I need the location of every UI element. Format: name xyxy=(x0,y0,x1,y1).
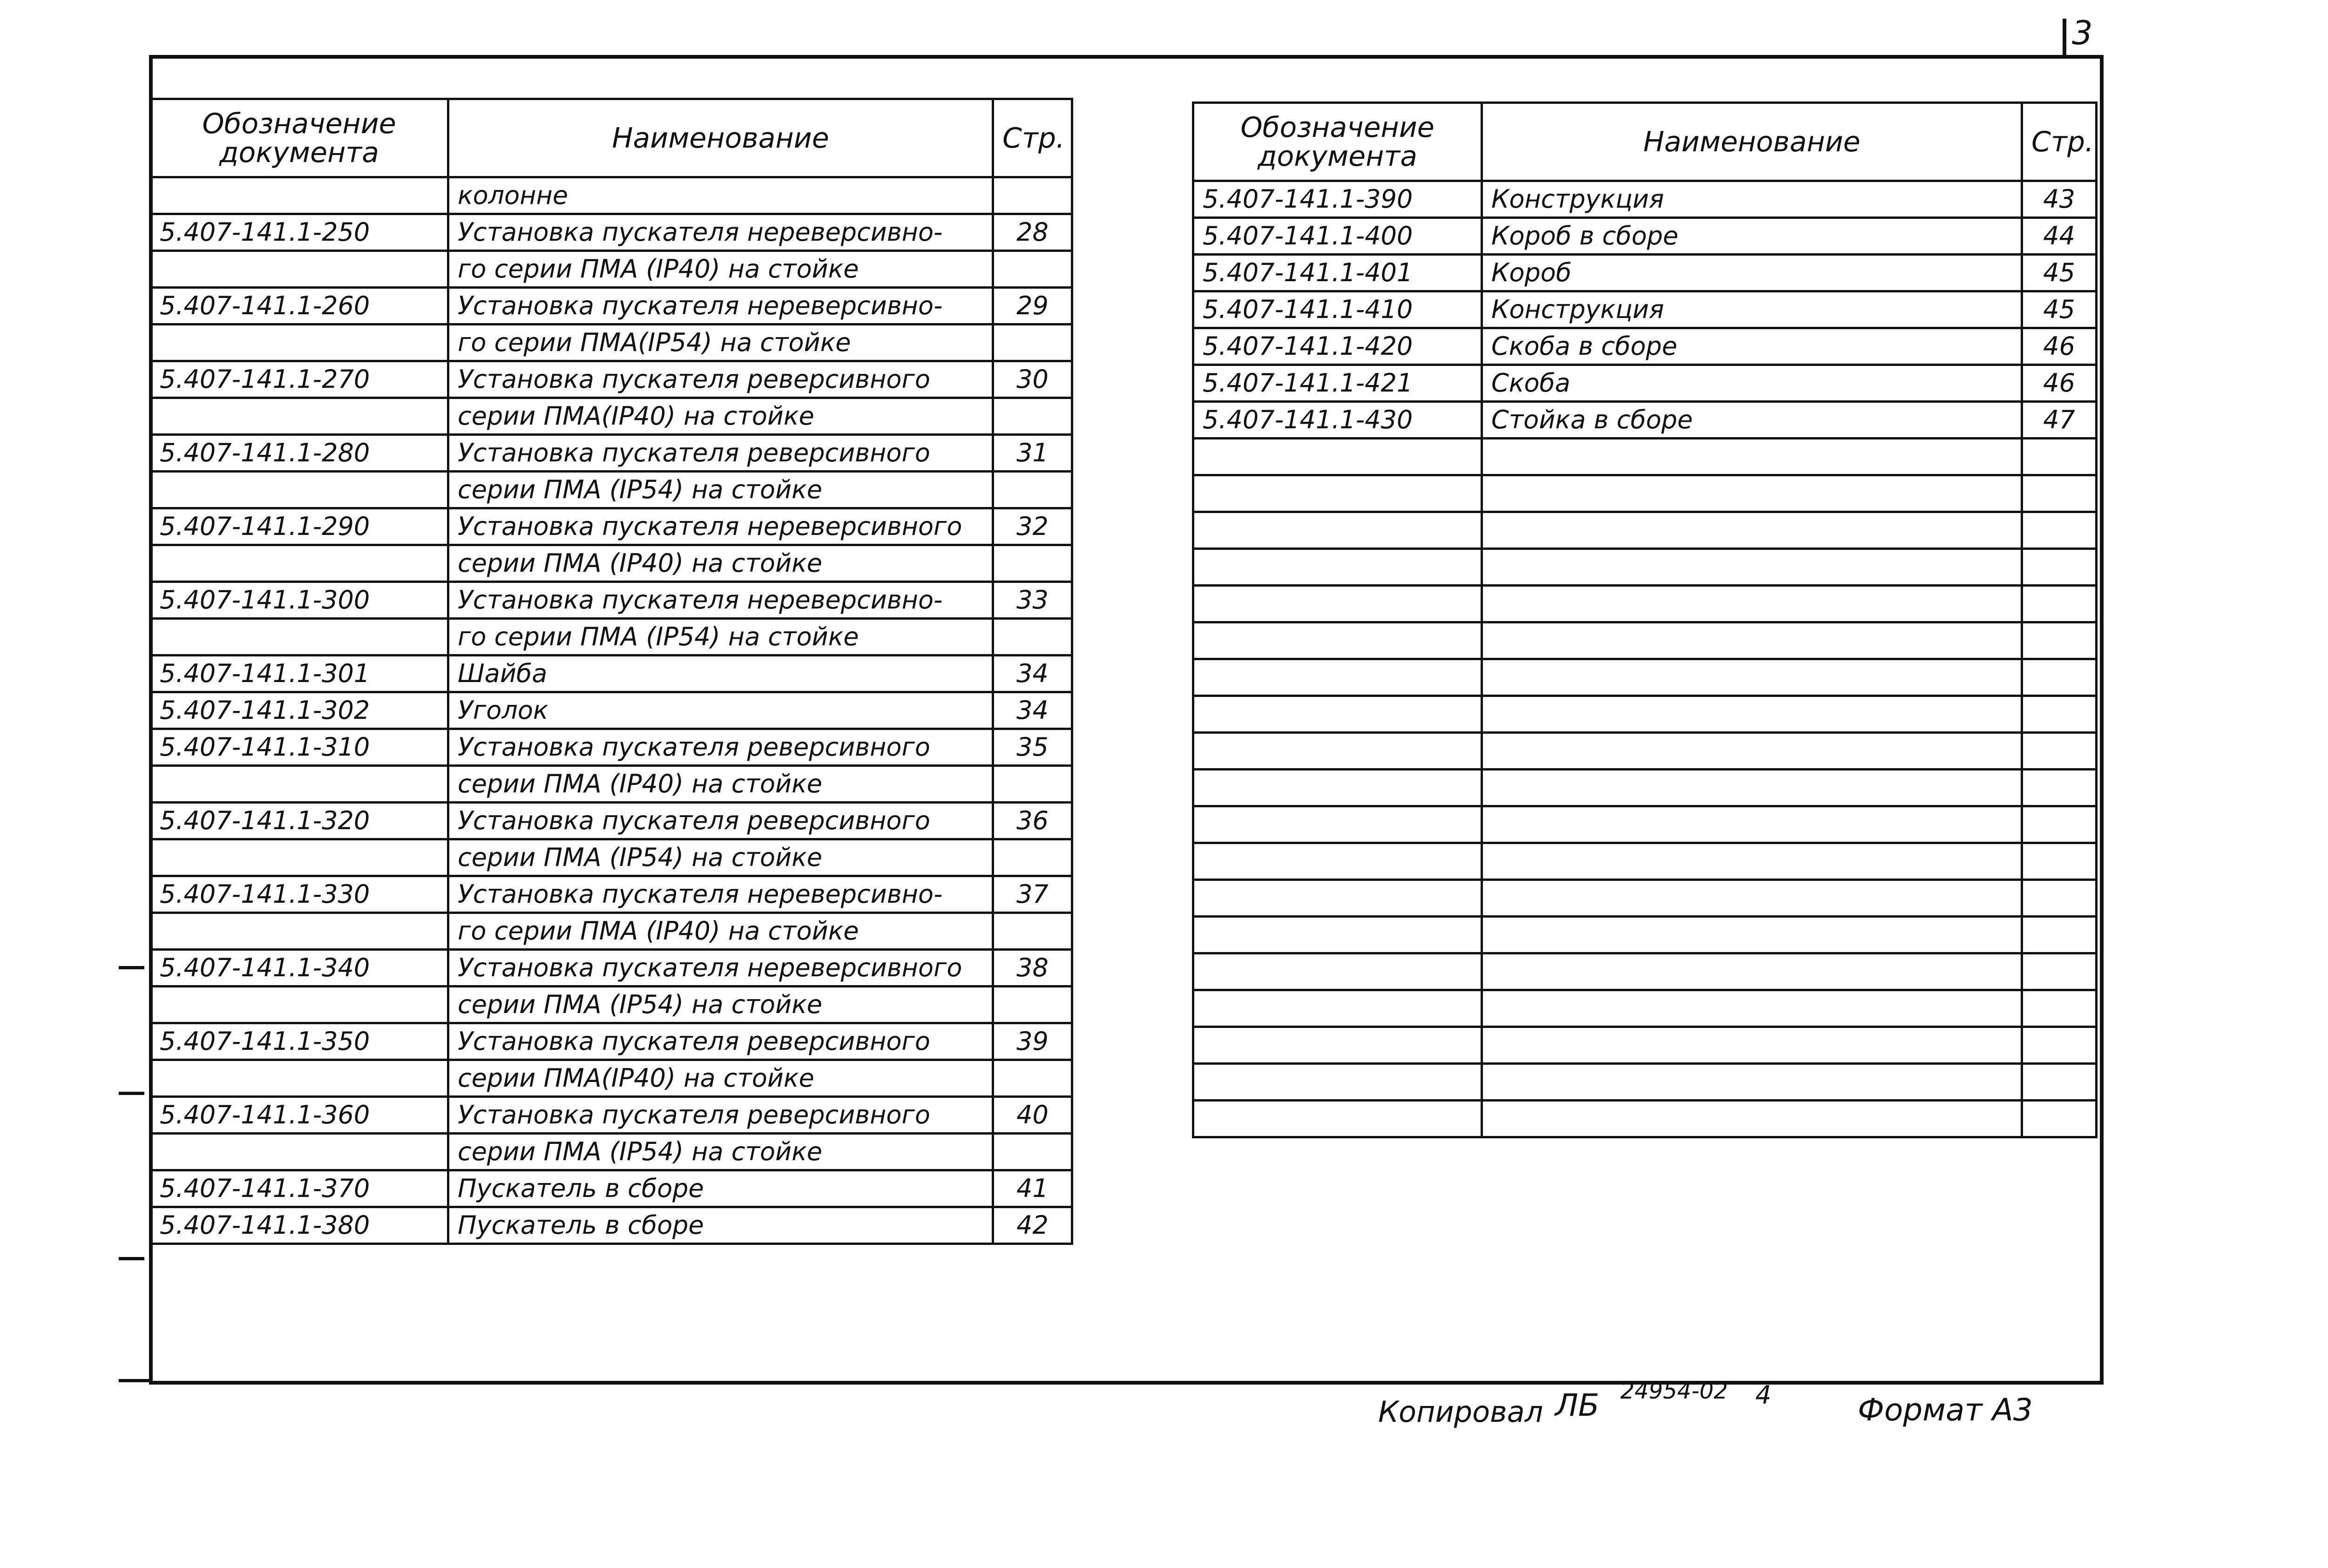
document-code-cell: 5.407-141.1-250 xyxy=(150,214,448,251)
page-cell: 28 xyxy=(993,214,1072,251)
table-row xyxy=(1193,622,2097,659)
table-row xyxy=(1193,806,2097,843)
document-code-cell: 5.407-141.1-302 xyxy=(150,692,448,729)
document-name-cell: Уголок xyxy=(448,692,993,729)
table-row xyxy=(150,214,1072,251)
page-number-tick xyxy=(2063,19,2066,56)
document-code-cell xyxy=(1193,622,1482,659)
document-code-cell xyxy=(1193,1101,1482,1137)
table-row xyxy=(1193,255,2097,291)
document-code-cell xyxy=(150,619,448,656)
table-row xyxy=(150,472,1072,508)
document-name-cell: го серии ПМА (IP40) на стойке xyxy=(448,913,993,950)
page-cell: 40 xyxy=(993,1097,1072,1134)
right-contents-table xyxy=(1192,101,2098,1138)
table-row xyxy=(150,803,1072,839)
document-name-cell: серии ПМА (IP40) на стойке xyxy=(448,766,993,803)
table-row xyxy=(150,398,1072,435)
document-code-cell xyxy=(150,1134,448,1170)
table-row xyxy=(150,508,1072,545)
page-cell xyxy=(2022,1027,2097,1064)
document-name-cell xyxy=(1482,512,2022,549)
document-code-cell xyxy=(150,324,448,361)
page-cell xyxy=(993,987,1072,1023)
document-code-cell: 5.407-141.1-370 xyxy=(150,1170,448,1207)
document-name-cell xyxy=(1482,806,2022,843)
table-row xyxy=(1193,1027,2097,1064)
table-row xyxy=(1193,843,2097,880)
margin-tick xyxy=(119,1092,144,1095)
document-code-cell: 5.407-141.1-300 xyxy=(150,582,448,619)
page-cell xyxy=(993,177,1072,214)
document-code-cell xyxy=(150,251,448,288)
document-code-cell: 5.407-141.1-401 xyxy=(1193,255,1482,291)
document-name-cell: Установка пускателя нереверсивно- xyxy=(448,214,993,251)
table-row xyxy=(150,1023,1072,1060)
document-code-cell: 5.407-141.1-430 xyxy=(1193,402,1482,439)
document-name-cell: Установка пускателя нереверсивно- xyxy=(448,876,993,913)
page-cell xyxy=(993,545,1072,582)
document-code-cell: 5.407-141.1-380 xyxy=(150,1207,448,1244)
right-table-body xyxy=(1193,181,2097,1137)
document-name-cell: Установка пускателя нереверсивно- xyxy=(448,288,993,324)
document-code-cell xyxy=(1193,439,1482,475)
document-code-cell: 5.407-141.1-270 xyxy=(150,361,448,398)
document-name-cell: го серии ПМА(IP54) на стойке xyxy=(448,324,993,361)
page-cell: 41 xyxy=(993,1170,1072,1207)
document-name-cell: серии ПМА(IP40) на стойке xyxy=(448,1060,993,1097)
table-row xyxy=(150,324,1072,361)
page-cell xyxy=(993,324,1072,361)
document-code-cell xyxy=(150,472,448,508)
page-cell xyxy=(2022,806,2097,843)
document-code-cell: 5.407-141.1-290 xyxy=(150,508,448,545)
page-cell xyxy=(2022,733,2097,770)
table-row xyxy=(150,876,1072,913)
document-name-cell: го серии ПМА (IP54) на стойке xyxy=(448,619,993,656)
document-name-cell: Шайба xyxy=(448,656,993,692)
designation-header xyxy=(1193,103,1482,181)
copier-signature: ЛБ xyxy=(1555,1387,1599,1423)
document-code-cell: 5.407-141.1-330 xyxy=(150,876,448,913)
document-code-cell xyxy=(150,398,448,435)
document-name-cell: Установка пускателя нереверсивного xyxy=(448,508,993,545)
table-row xyxy=(1193,439,2097,475)
document-name-cell xyxy=(1482,1064,2022,1101)
page-cell: 43 xyxy=(2022,181,2097,218)
document-code-cell xyxy=(1193,475,1482,512)
table-row xyxy=(150,692,1072,729)
document-code-cell xyxy=(150,766,448,803)
document-name-cell: Пускатель в сборе xyxy=(448,1170,993,1207)
document-name-cell: Установка пускателя реверсивного xyxy=(448,803,993,839)
document-code-cell xyxy=(1193,1064,1482,1101)
page-cell xyxy=(2022,622,2097,659)
document-name-cell xyxy=(1482,953,2022,990)
table-row xyxy=(150,288,1072,324)
page-header: Стр. xyxy=(993,99,1072,177)
document-code-cell xyxy=(1193,917,1482,953)
page-cell xyxy=(2022,659,2097,696)
table-row xyxy=(150,839,1072,876)
table-row xyxy=(1193,549,2097,586)
table-row xyxy=(150,361,1072,398)
document-code-cell xyxy=(1193,586,1482,622)
document-name-cell xyxy=(1482,990,2022,1027)
left-table-body xyxy=(150,177,1072,1244)
table-row xyxy=(150,1207,1072,1244)
table-row xyxy=(1193,328,2097,365)
document-code-cell: 5.407-141.1-390 xyxy=(1193,181,1482,218)
table-row xyxy=(150,1097,1072,1134)
document-name-cell: Установка пускателя реверсивного xyxy=(448,435,993,472)
document-name-cell: Установка пускателя реверсивного xyxy=(448,1023,993,1060)
table-row xyxy=(150,1134,1072,1170)
page-cell: 47 xyxy=(2022,402,2097,439)
page-cell xyxy=(2022,439,2097,475)
left-contents-table xyxy=(149,98,1073,1245)
page-cell xyxy=(2022,586,2097,622)
document-code-cell: 5.407-141.1-350 xyxy=(150,1023,448,1060)
page-cell: 30 xyxy=(993,361,1072,398)
page-cell: 45 xyxy=(2022,291,2097,328)
document-code-cell xyxy=(1193,953,1482,990)
table-row xyxy=(150,251,1072,288)
table-row xyxy=(1193,733,2097,770)
margin-tick xyxy=(119,1257,144,1260)
document-name-cell xyxy=(1482,659,2022,696)
page-cell xyxy=(993,766,1072,803)
table-header-row xyxy=(150,99,1072,177)
copied-label: Копировал xyxy=(1378,1395,1543,1429)
document-name-cell xyxy=(1482,1101,2022,1137)
document-code-cell xyxy=(1193,880,1482,917)
table-row xyxy=(1193,1064,2097,1101)
document-name-cell: серии ПМА(IP40) на стойке xyxy=(448,398,993,435)
page-cell xyxy=(2022,990,2097,1027)
document-code-cell: 5.407-141.1-420 xyxy=(1193,328,1482,365)
page-cell xyxy=(993,839,1072,876)
document-name-cell: Короб xyxy=(1482,255,2022,291)
document-code-cell xyxy=(150,545,448,582)
page-cell xyxy=(993,1134,1072,1170)
designation-header-line1: Обозначение xyxy=(1240,111,1435,144)
document-code-cell: 5.407-141.1-421 xyxy=(1193,365,1482,402)
document-name-cell xyxy=(1482,549,2022,586)
page-cell xyxy=(2022,512,2097,549)
page-cell xyxy=(2022,953,2097,990)
table-row xyxy=(150,545,1072,582)
page-cell: 45 xyxy=(2022,255,2097,291)
document-code-cell xyxy=(150,1060,448,1097)
document-name-cell xyxy=(1482,439,2022,475)
table-row xyxy=(1193,365,2097,402)
document-code-cell xyxy=(1193,549,1482,586)
table-row xyxy=(150,619,1072,656)
page-cell xyxy=(2022,1101,2097,1137)
designation-header-line2: документа xyxy=(219,136,379,169)
page-cell: 35 xyxy=(993,729,1072,766)
document-code-cell xyxy=(1193,512,1482,549)
table-row xyxy=(1193,770,2097,806)
document-name-cell: колонне xyxy=(448,177,993,214)
table-row xyxy=(1193,990,2097,1027)
table-row xyxy=(1193,291,2097,328)
table-row xyxy=(1193,402,2097,439)
table-row xyxy=(150,582,1072,619)
document-name-cell: серии ПМА (IP40) на стойке xyxy=(448,545,993,582)
table-row xyxy=(1193,659,2097,696)
document-code-cell: 5.407-141.1-260 xyxy=(150,288,448,324)
designation-header xyxy=(150,99,448,177)
table-row xyxy=(1193,475,2097,512)
page-cell xyxy=(993,398,1072,435)
table-row xyxy=(150,1060,1072,1097)
page-cell: 29 xyxy=(993,288,1072,324)
page-cell: 34 xyxy=(993,692,1072,729)
page-cell: 34 xyxy=(993,656,1072,692)
document-name-cell xyxy=(1482,880,2022,917)
table-row xyxy=(150,177,1072,214)
document-name-cell xyxy=(1482,1027,2022,1064)
page-cell xyxy=(2022,696,2097,733)
document-name-cell xyxy=(1482,696,2022,733)
document-code-cell xyxy=(1193,770,1482,806)
page-cell: 37 xyxy=(993,876,1072,913)
document-code-cell xyxy=(1193,843,1482,880)
table-row xyxy=(1193,512,2097,549)
page-cell xyxy=(993,472,1072,508)
table-row xyxy=(1193,953,2097,990)
page-cell: 39 xyxy=(993,1023,1072,1060)
margin-tick xyxy=(119,966,144,969)
page-cell xyxy=(993,1060,1072,1097)
page-cell: 36 xyxy=(993,803,1072,839)
document-name-cell: Скоба xyxy=(1482,365,2022,402)
document-code-cell xyxy=(150,177,448,214)
document-name-cell: серии ПМА (IP54) на стойке xyxy=(448,472,993,508)
table-row xyxy=(150,913,1072,950)
document-name-cell: Установка пускателя нереверсивно- xyxy=(448,582,993,619)
page-cell xyxy=(2022,549,2097,586)
page-cell: 32 xyxy=(993,508,1072,545)
document-name-cell: серии ПМА (IP54) на стойке xyxy=(448,1134,993,1170)
document-code-cell: 5.407-141.1-340 xyxy=(150,950,448,987)
document-name-cell xyxy=(1482,475,2022,512)
page-cell: 44 xyxy=(2022,218,2097,255)
table-row xyxy=(150,950,1072,987)
table-row xyxy=(1193,586,2097,622)
document-code-cell xyxy=(150,913,448,950)
document-code-cell xyxy=(150,839,448,876)
document-name-cell xyxy=(1482,917,2022,953)
document-name-cell: Установка пускателя нереверсивного xyxy=(448,950,993,987)
document-name-cell: го серии ПМА (IP40) на стойке xyxy=(448,251,993,288)
table-row xyxy=(1193,696,2097,733)
document-code-cell xyxy=(1193,696,1482,733)
frame-bottom-stroke xyxy=(119,1379,151,1382)
page-number: 3 xyxy=(2072,14,2093,52)
page-cell: 46 xyxy=(2022,365,2097,402)
document-name-cell: Короб в сборе xyxy=(1482,218,2022,255)
document-name-cell xyxy=(1482,622,2022,659)
page-cell: 46 xyxy=(2022,328,2097,365)
table-row xyxy=(1193,218,2097,255)
document-name-cell: Стойка в сборе xyxy=(1482,402,2022,439)
document-name-cell: Установка пускателя реверсивного xyxy=(448,729,993,766)
document-code-cell: 5.407-141.1-360 xyxy=(150,1097,448,1134)
document-name-cell xyxy=(1482,843,2022,880)
document-name-cell: Установка пускателя реверсивного xyxy=(448,361,993,398)
page-cell xyxy=(993,251,1072,288)
document-code-cell xyxy=(1193,806,1482,843)
page-header: Стр. xyxy=(2022,103,2097,181)
document-name-cell: серии ПМА (IP54) на стойке xyxy=(448,839,993,876)
document-name-cell xyxy=(1482,586,2022,622)
page-cell xyxy=(2022,917,2097,953)
document-name-cell: серии ПМА (IP54) на стойке xyxy=(448,987,993,1023)
document-code-cell xyxy=(1193,1027,1482,1064)
table-row xyxy=(150,656,1072,692)
document-name-cell: Пускатель в сборе xyxy=(448,1207,993,1244)
table-row xyxy=(1193,1101,2097,1137)
table-row xyxy=(1193,181,2097,218)
designation-header-line2: документа xyxy=(1257,140,1418,173)
table-row xyxy=(150,435,1072,472)
designation-header-line1: Обозначение xyxy=(202,107,396,140)
sheet-number: 4 xyxy=(1755,1380,1772,1410)
page-cell: 42 xyxy=(993,1207,1072,1244)
page-cell xyxy=(2022,475,2097,512)
page-cell xyxy=(2022,770,2097,806)
document-name-cell xyxy=(1482,733,2022,770)
table-row xyxy=(150,766,1072,803)
document-code-cell: 5.407-141.1-301 xyxy=(150,656,448,692)
document-name-cell: Конструкция xyxy=(1482,181,2022,218)
document-code-cell xyxy=(150,987,448,1023)
page-cell xyxy=(2022,880,2097,917)
format-label: Формат А3 xyxy=(1858,1392,2033,1428)
document-code-cell xyxy=(1193,990,1482,1027)
document-name-cell xyxy=(1482,770,2022,806)
page-cell xyxy=(2022,843,2097,880)
document-name-cell: Установка пускателя реверсивного xyxy=(448,1097,993,1134)
table-row xyxy=(150,987,1072,1023)
page-cell xyxy=(993,913,1072,950)
page-cell: 33 xyxy=(993,582,1072,619)
name-header: Наименование xyxy=(1482,103,2022,181)
order-number: 24954-02 xyxy=(1620,1378,1728,1404)
document-code-cell: 5.407-141.1-400 xyxy=(1193,218,1482,255)
table-row xyxy=(1193,880,2097,917)
name-header: Наименование xyxy=(448,99,993,177)
document-name-cell: Скоба в сборе xyxy=(1482,328,2022,365)
document-code-cell: 5.407-141.1-410 xyxy=(1193,291,1482,328)
page-cell: 31 xyxy=(993,435,1072,472)
document-code-cell xyxy=(1193,733,1482,770)
page-cell xyxy=(2022,1064,2097,1101)
document-code-cell: 5.407-141.1-320 xyxy=(150,803,448,839)
document-code-cell xyxy=(1193,659,1482,696)
table-row xyxy=(150,729,1072,766)
document-code-cell: 5.407-141.1-310 xyxy=(150,729,448,766)
table-row xyxy=(1193,917,2097,953)
document-code-cell: 5.407-141.1-280 xyxy=(150,435,448,472)
page-cell xyxy=(993,619,1072,656)
table-header-row xyxy=(1193,103,2097,181)
page-cell: 38 xyxy=(993,950,1072,987)
document-name-cell: Конструкция xyxy=(1482,291,2022,328)
table-row xyxy=(150,1170,1072,1207)
